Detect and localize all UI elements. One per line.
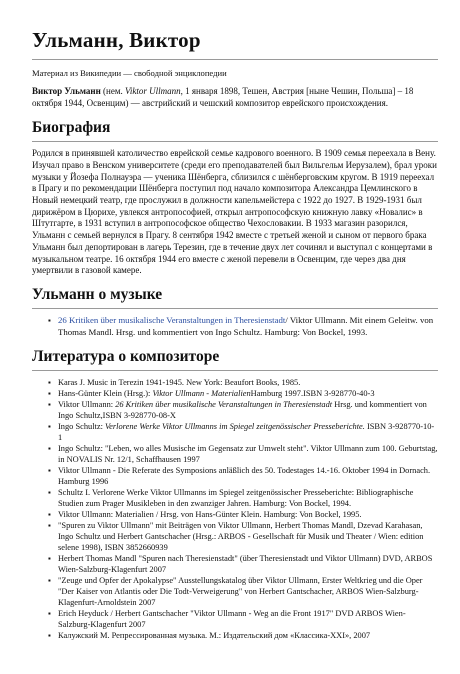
literature-item	[58, 630, 438, 641]
literature-text-pre: "Zeuge und Opfer der Apokalypse" Ausstellungskatalog über Viktor Ullmann, Erster Weltkrieg und die Oper "Der Kaiser von Atlantis oder Die Todt-Verweigerung" von Herbert Gantschacher, ARBOS Wien-Salzburg-Klagenfurt-Arnoldstein 2007	[58, 576, 423, 608]
literature-text-pre: Viktor Ullmann - Die Referate des Symposions anläßlich des 50. Todestages 14.-16. Oktober 1994 in Dornach. Hamburg 1996	[58, 466, 431, 487]
literature-text-pre: Karas J. Music in Terezin 1941-1945. New York: Beaufort Books, 1985.	[58, 378, 301, 388]
biography-paragraph: Родился в принявшей католичество еврейской семье кадрового военного. В 1909 семья переехала в Вену. Изучал право в Венском университете (среди его преподавателей был Вильгельм Иерузалем), брал уроки музыки у Йозефа Полнауэра — ученика Шёнберга, сблизился с шёнберговским кругом. В 1919 переехал в Прагу и по рекомендации Шёнберга поступил под начало композитора Александра Цемлинского в Новый немецкий театр, где прослужил в должности капельмейстера с 1922 до 1927. В 1929-1931 был дирижёром в Цюрихе, увлекся антропософией, открыл антропософскую книжную лавку «Новалис» в Штутгарте, в 1931 вступил в антропософское общество Чехословакии. В 1933 магазин разорился, Ульманн с семьей вернулся в Прагу. 8 сентября 1942 вместе с третьей женой и сыном от первого брака Ульманн был депортирован в лагерь Терезин, где в течение двух лет сочинял и выступал с концертами в музыкальном театре. 16 октября 1944 его вместе с женой перевели в Освенцим, где через два дня умертвили в газовой камере.	[32, 148, 437, 276]
intro-name: Виктор Ульманн	[32, 86, 101, 96]
literature-item	[58, 388, 438, 399]
music-item-rest: / Viktor Ullmann. Mit einem Geleitw. von Thomas Mandl. Hrsg. und kommentiert von Ingo Schultz. Hamburg: Von Bockel, 1993.	[58, 314, 434, 337]
literature-item	[58, 377, 438, 388]
literature-text-pre: Erich Heyduck / Herbert Gantschacher "Viktor Ullmann - Weg an die Front 1917" DVD ARBOS Wien-Salzburg-Klagenfurt 2007	[58, 609, 406, 630]
page-title: Ульманн, Виктор	[32, 28, 438, 60]
literature-item	[58, 421, 438, 443]
intro-pre-orig: (нем.	[100, 86, 126, 96]
literature-text-pre: Viktor Ullmann:	[58, 400, 116, 410]
literature-item	[58, 553, 438, 575]
literature-text-post: Hrsg. und kommentiert von Ingo Schultz,ISBN 3-928770-08-X	[58, 400, 427, 421]
literature-text-pre: Ingo Schultz: "Leben, wo alles Musische im Gegensatz zur Umwelt steht". Viktor Ullmann zum 100. Geburtstag, in NOVALIS Nr. 12/1, Schaffhausen 1997	[58, 444, 438, 465]
music-list	[32, 315, 438, 338]
literature-item	[58, 575, 438, 608]
literature-item	[58, 520, 438, 553]
page-subtitle: Материал из Википедии — свободной энциклопедии	[32, 68, 227, 78]
intro-rest: , 1 января 1898, Тешен, Австрия [ныне Чешин, Польша] – 18 октября 1944, Освенцим) — австрийский и чешский композитор еврейского происхождения.	[32, 86, 414, 108]
literature-text-post: ISBN 3-928770-10-1	[58, 422, 435, 443]
list-item	[58, 315, 438, 338]
literature-text-it: Verlorene Werke Viktor Ullmanns im Spiegel zeitgenössischer Presseberichte.	[105, 422, 365, 432]
intro-paragraph	[32, 86, 438, 109]
literature-text-pre: Hans-Günter Klein (Hrsg.):	[58, 389, 153, 399]
literature-text-post: Hamburg 1997.ISBN 3-928770-40-3	[250, 389, 375, 399]
section-heading-literature: Литература о композиторе	[32, 348, 438, 371]
literature-item	[58, 399, 438, 421]
intro-orig-name: Viktor Ullmann	[125, 86, 181, 96]
literature-item	[58, 487, 438, 509]
section-heading-biography: Биография	[32, 119, 438, 142]
literature-text-pre: "Spuren zu Viktor Ullmann" mit Beiträgen von Viktor Ullmann, Herbert Thomas Mandl, Dzevad Karahasan, Ingo Schultz und Herbert Gantschacher (Hrsg.: ARBOS - Gesellschaft für Musik und Theater / Wien: edition selene 1998), ISBN 3852660939	[58, 521, 424, 553]
music-link[interactable]: 26 Kritiken über musikalische Veranstaltungen in Theresienstadt	[58, 314, 286, 325]
literature-text-pre: Herbert Thomas Mandl "Spuren nach Theresienstadt" (über Theresienstadt und Viktor Ullmann) DVD, ARBOS Wien-Salzburg-Klagenfurt 2007	[58, 554, 433, 575]
literature-text-pre: Schultz I. Verlorene Werke Viktor Ullmanns im Spiegel zeitgenössischer Presseberichte: Bibliographische Studien zum Prager Musikleben in den zwanziger Jahren. Hamburg: Von Bockel, 1994.	[58, 488, 414, 509]
literature-text-it: 26 Kritiken über musikalische Veranstaltungen in Theresienstadt	[115, 400, 333, 410]
literature-text-pre: Viktor Ullmann: Materialien / Hrsg. von Hans-Günter Klein. Hamburg: Von Bockel, 1995.	[58, 510, 362, 520]
literature-item	[58, 443, 438, 465]
literature-list	[32, 377, 438, 641]
literature-text-pre: Ingo Schultz:	[58, 422, 105, 432]
literature-text-it: Viktor Ullmann - Materialien	[152, 389, 251, 399]
literature-text-pre: Калужский М. Репрессированная музыка. М.: Издательский дом «Классика-XXI», 2007	[58, 631, 371, 641]
literature-item	[58, 465, 438, 487]
literature-item	[58, 608, 438, 630]
literature-item	[58, 509, 438, 520]
section-heading-music: Ульманн о музыке	[32, 286, 438, 309]
